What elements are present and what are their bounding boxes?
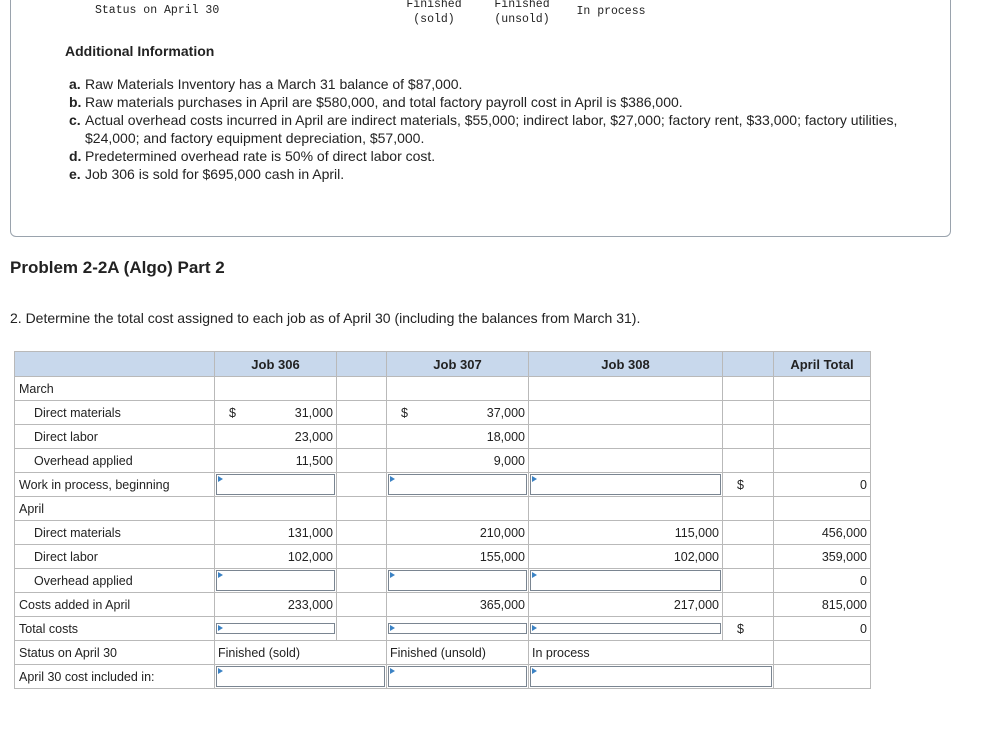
header-blank: [15, 352, 215, 377]
additional-info-panel: [10, 0, 951, 237]
cell-job308-status: In process: [529, 641, 774, 665]
input-job306-total-costs[interactable]: [215, 617, 337, 641]
cell-job307-oh-march: 9,000: [387, 449, 529, 473]
row-label: Direct labor: [15, 545, 215, 569]
row-label: Costs added in April: [15, 593, 215, 617]
status-col-unsold: Finished (unsold): [494, 0, 550, 26]
cell-job308-dl-april: 102,000: [529, 545, 723, 569]
header-gap: [337, 352, 387, 377]
table-row: [15, 665, 871, 689]
cell-job308-costs-added: 217,000: [529, 593, 723, 617]
row-label: Direct materials: [15, 521, 215, 545]
input-job308-total-costs[interactable]: [529, 617, 723, 641]
table-row: [15, 569, 871, 593]
table-header-row: [15, 352, 871, 377]
info-item-a: a. Raw Materials Inventory has a March 31 balance of $87,000.: [69, 76, 463, 92]
input-job308-wip[interactable]: [529, 473, 723, 497]
cell-job306-oh-march: 11,500: [215, 449, 337, 473]
input-job307-oh-april[interactable]: [387, 569, 529, 593]
cell-job306-dl-april: 102,000: [215, 545, 337, 569]
cell-total-costs: 0: [774, 617, 871, 641]
input-job307-total-costs[interactable]: [387, 617, 529, 641]
header-gap: [723, 352, 774, 377]
cell-job307-status: Finished (unsold): [387, 641, 529, 665]
select-job307-included[interactable]: [387, 665, 529, 689]
cell-job306-dm-april: 131,000: [215, 521, 337, 545]
table-row: [15, 497, 871, 521]
cell-total-wip-currency: $: [723, 473, 774, 497]
info-item-c: c. Actual overhead costs incurred in April are indirect materials, $55,000; indirect labor, $27,000; factory rent, $33,000; factory utilities, $24,000; and factory equipment depreciation, $57,000.: [69, 112, 898, 146]
cell-total-oh-april: 0: [774, 569, 871, 593]
table-row: [15, 521, 871, 545]
select-job308-included[interactable]: [529, 665, 774, 689]
status-col-inprocess: In process: [576, 5, 646, 18]
cell-job306-dm-march: $ 31,000: [215, 401, 337, 425]
cell-job307-dm-march: $ 37,000: [387, 401, 529, 425]
cell-total-costs-added: 815,000: [774, 593, 871, 617]
input-job307-wip[interactable]: [387, 473, 529, 497]
row-label: Overhead applied: [15, 449, 215, 473]
row-label: Overhead applied: [15, 569, 215, 593]
cell-job307-costs-added: 365,000: [387, 593, 529, 617]
table-row: [15, 425, 871, 449]
problem-title: Problem 2-2A (Algo) Part 2: [10, 258, 225, 277]
table-row: [15, 641, 871, 665]
input-job306-oh-april[interactable]: [215, 569, 337, 593]
additional-info-list: [69, 75, 929, 183]
header-april-total: April Total: [774, 352, 871, 377]
table-row: [15, 473, 871, 497]
table-row: [15, 593, 871, 617]
table-row: [15, 545, 871, 569]
status-col-sold: Finished (sold): [406, 0, 462, 26]
table-row: [15, 401, 871, 425]
table-row: [15, 449, 871, 473]
job-cost-table: [14, 351, 871, 689]
question-text: 2. Determine the total cost assigned to each job as of April 30 (including the balances from March 31).: [10, 310, 641, 326]
cell-job307-dl-march: 18,000: [387, 425, 529, 449]
info-item-b: b. Raw materials purchases in April are $580,000, and total factory payroll cost in April is $386,000.: [69, 94, 683, 110]
cell-job307-dm-april: 210,000: [387, 521, 529, 545]
row-label: Direct materials: [15, 401, 215, 425]
cell-total-dm-april: 456,000: [774, 521, 871, 545]
cell-total-dl-april: 359,000: [774, 545, 871, 569]
row-label-march: March: [15, 377, 215, 401]
cell-total-wip: 0: [774, 473, 871, 497]
table-row: [15, 617, 871, 641]
cell-job306-costs-added: 233,000: [215, 593, 337, 617]
header-job307: Job 307: [387, 352, 529, 377]
input-job306-wip[interactable]: [215, 473, 337, 497]
row-label: Status on April 30: [15, 641, 215, 665]
input-job308-oh-april[interactable]: [529, 569, 723, 593]
row-label: Work in process, beginning: [15, 473, 215, 497]
row-label: Direct labor: [15, 425, 215, 449]
table-row: [15, 377, 871, 401]
cell-job307-dl-april: 155,000: [387, 545, 529, 569]
info-item-d: d. Predetermined overhead rate is 50% of direct labor cost.: [69, 148, 436, 164]
header-job308: Job 308: [529, 352, 723, 377]
row-label: April 30 cost included in:: [15, 665, 215, 689]
additional-info-title: Additional Information: [65, 43, 215, 59]
row-label: Total costs: [15, 617, 215, 641]
info-item-e: e. Job 306 is sold for $695,000 cash in April.: [69, 166, 345, 182]
row-label-april: April: [15, 497, 215, 521]
cell-job306-dl-march: 23,000: [215, 425, 337, 449]
status-label: Status on April 30: [95, 4, 220, 17]
header-job306: Job 306: [215, 352, 337, 377]
cell-job306-status: Finished (sold): [215, 641, 387, 665]
cell-total-costs-currency: $: [723, 617, 774, 641]
select-job306-included[interactable]: [215, 665, 387, 689]
cell-job308-dm-april: 115,000: [529, 521, 723, 545]
